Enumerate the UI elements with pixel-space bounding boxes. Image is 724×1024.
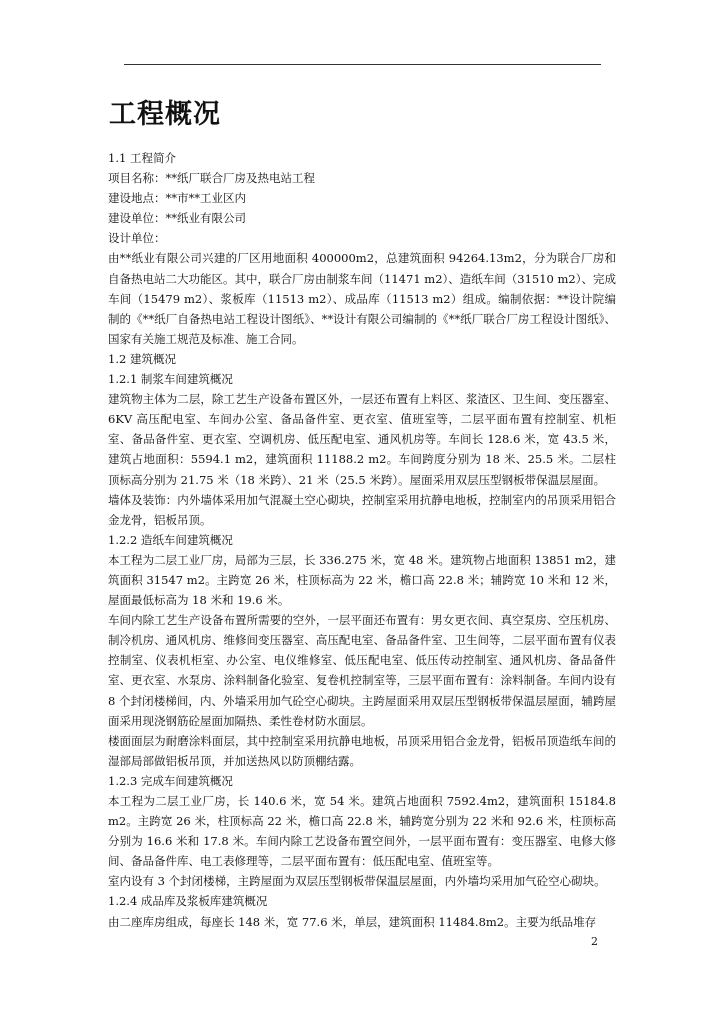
subsection-heading: 1.2.1 制浆车间建筑概况 (108, 372, 233, 387)
section-heading: 1.1 工程简介 (108, 151, 176, 165)
section-heading: 1.2 建筑概况 (108, 351, 176, 366)
pulping-workshop-paragraph: 建筑物主体为二层，除工艺生产设备布置区外，一层还布置有上料区、浆渣区、卫生间、变压器室、6KV 高压配电室、车间办公室、备品备件室、更衣室、值班室等，二层平面布置有控制室、机柜室、备品备件室、更衣室、空调机房、低压配电室、通风机房等。车间长 128.6 米，宽 43.5 米，建筑占地面积：5594.1 m2，建筑面积 11188.2 m2。车间跨度分别为 18 米、25.5 米。二层柱顶标高分别为 21.75 米（18 米跨）、21 米（25.5 米跨）。屋面采用双层压型钢板带保温层屋面。 (108, 392, 616, 487)
project-name: 项目名称：**纸厂联合厂房及热电站工程 (108, 171, 315, 186)
design-unit: 设计单位： (108, 231, 166, 246)
papermaking-workshop-paragraph: 本工程为二层工业厂房，局部为三层，长 336.275 米，宽 48 米。建筑物占地面积 13851 m2，建筑面积 31547 m2。主跨宽 26 米，柱顶标高为 22 米，檐口高 22.8 米；辅跨宽 10 米和 12 米，屋面最低标高为 18 米和 19.6 米。 (108, 552, 616, 608)
subsection-heading: 1.2.2 造纸车间建筑概况 (108, 532, 233, 547)
document-body (108, 148, 616, 932)
finishing-stairs-paragraph: 室内设有 3 个封闭楼梯，主跨屋面为双层压型钢板带保温层屋面，内外墙均采用加气砼空心砌块。 (108, 874, 606, 889)
page-number: 2 (591, 935, 598, 948)
construction-unit: 建设单位：**纸业有限公司 (108, 211, 246, 226)
page-title: 工程概况 (109, 99, 221, 130)
project-location: 建设地点：**市**工业区内 (108, 191, 246, 206)
papermaking-floor-paragraph: 楼面面层为耐磨涂料面层，其中控制室采用抗静电地板，吊顶采用铝合金龙骨，铝板吊顶造纸车间的湿部局部做铝板吊顶，并加送热风以防顶棚结露。 (108, 733, 616, 768)
finishing-workshop-paragraph: 本工程为二层工业厂房，长 140.6 米，宽 54 米。建筑占地面积 7592.4m2，建筑面积 15184.8 m2。主跨宽 26 米，柱顶标高 22 米，檐口高 22.8 米，辅跨宽分别为 22 米和 92.6 米，柱顶标高分别为 16.6 米和 17.8 米。车间内除工艺设备布置空间外，一层平面布置有：变压器室、电修大修间、备品备件库、电工表修理等，二层平面布置有：低压配电室、值班室等。 (108, 794, 616, 869)
header-rule (124, 64, 601, 65)
subsection-heading: 1.2.4 成品库及浆板库建筑概况 (108, 894, 268, 909)
overview-paragraph: 由**纸业有限公司兴建的厂区用地面积 400000m2，总建筑面积 94264.13m2，分为联合厂房和自备热电站二大功能区。其中，联合厂房由制浆车间（11471 m2）、造纸车间（31510 m2）、完成车间（15479 m2）、浆板库（11513 m2）、成品库（11513 m2）组成。编制依据：**设计院编制的《**纸厂自备热电站工程设计图纸》、**设计有限公司编制的《**纸厂联合厂房工程设计图纸》、国家有关施工规范及标准、施工合同。 (108, 251, 616, 346)
warehouse-paragraph: 由二座库房组成，每座长 148 米，宽 77.6 米，单层，建筑面积 11484.8m2。主要为纸品堆存 (108, 914, 597, 929)
subsection-heading: 1.2.3 完成车间建筑概况 (108, 773, 233, 788)
walls-finish-paragraph: 墙体及装饰：内外墙体采用加气混凝土空心砌块，控制室采用抗静电地板，控制室内的吊顶采用铝合金龙骨，铝板吊顶。 (108, 492, 616, 527)
papermaking-layout-paragraph: 车间内除工艺生产设备布置所需要的空外，一层平面还布置有：男女更衣间、真空泵房、空压机房、制冷机房、通风机房、维修间变压器室、高压配电室、备品备件室、卫生间等，二层平面布置有仪表控制室、仪表机柜室、办公室、电仪维修室、低压配电室、低压传动控制室、通风机房、备品备件室、更衣室、水泵房、涂料制备化验室、复卷机控制室等，三层平面布置有：涂料制备。车间内设有 8 个封闭楼梯间，内、外墙采用加气砼空心砌块。主跨屋面采用双层压型钢板带保温层屋面，辅跨屋面采用现浇钢筋砼屋面加隔热、柔性卷材防水面层。 (108, 613, 616, 728)
